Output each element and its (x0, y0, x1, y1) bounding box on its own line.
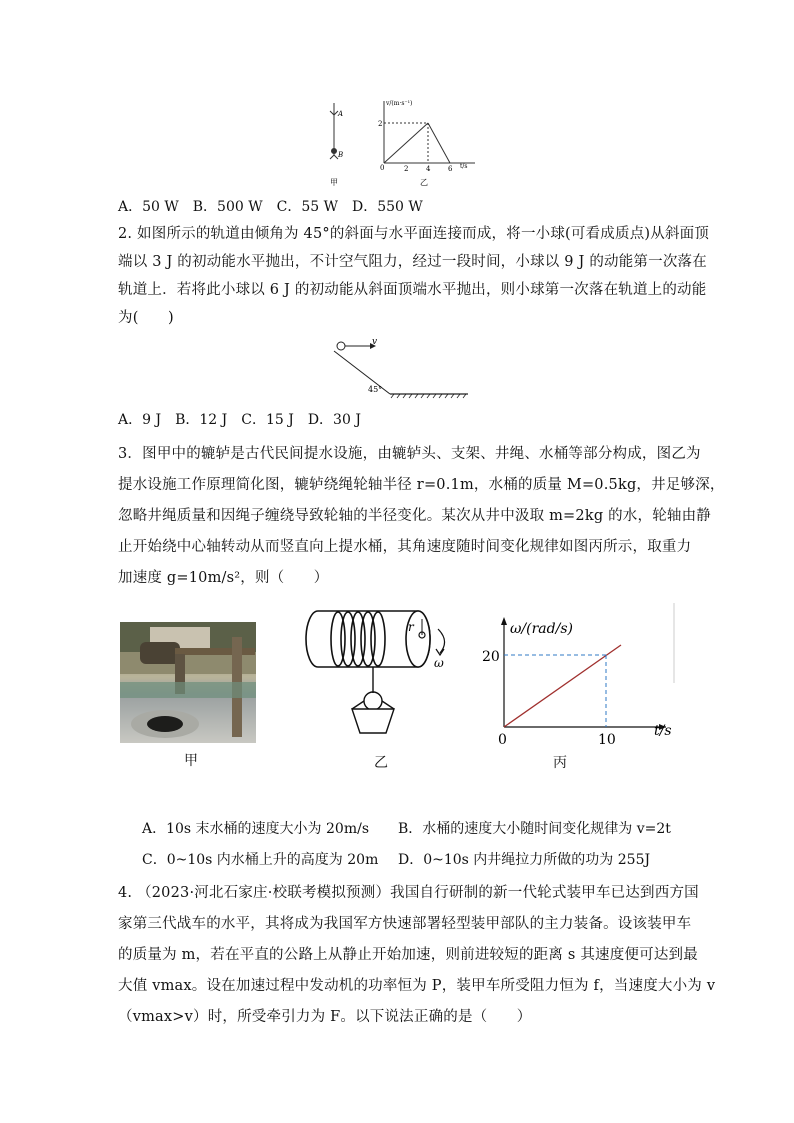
figure-1 (320, 95, 480, 190)
omega-series-line (504, 645, 621, 727)
q4-line-5: （vmax>v）时，所受牵引力为 F。以下说法正确的是（ ） (118, 1009, 532, 1025)
q2-line-4: 为( ) (118, 310, 174, 326)
fig2-angle-label: 45° (368, 385, 383, 394)
omega-y-label: ω/(rad/s) (510, 621, 573, 637)
omega-x-tick: 10 (598, 732, 616, 748)
q1-options: A．50 W B．500 W C．55 W D．550 W (118, 199, 423, 215)
q2-options: A．9 J B．12 J C．15 J D．30 J (118, 412, 361, 428)
q2-line-2: 端以 3 J 的初动能水平抛出，不计空气阻力，经过一段时间，小球以 9 J 的动能第一次落在 (118, 254, 707, 270)
q4-line-2: 家第三代战车的水平，其将成为我国军方快速部署轻型装甲部队的主力装备。设该装甲车 (118, 916, 692, 932)
vt-x-tick-4: 4 (426, 165, 431, 173)
well-windlass-photo (120, 622, 256, 743)
vt-x-label: t/s (460, 163, 468, 170)
fig3-r-label: r (408, 620, 414, 634)
q3-line-4: 止开始绕中心轴转动从而竖直向上提水桶，其角速度随时间变化规律如图丙所示，取重力 (118, 539, 692, 555)
omega-x-label: t/s (654, 723, 672, 739)
q3-line-1: 3．图甲中的辘轳是古代民间提水设施，由辘轳头、支架、井绳、水桶等部分构成，图乙为 (118, 446, 701, 462)
label-b: B (338, 151, 344, 159)
figure-2-incline (330, 334, 470, 400)
q3-option-a: A．10s 末水桶的速度大小为 20m/s (142, 821, 370, 837)
vt-x-tick-6: 6 (448, 165, 453, 173)
q2-line-1: 2. 如图所示的轨道由倾角为 45°的斜面与水平面连接而成，将一小球(可看成质点)从斜面顶 (118, 226, 710, 242)
label-a: A (338, 110, 344, 118)
vt-y-label: v/(m·s⁻¹) (386, 100, 413, 107)
fig3-omega-label: ω (434, 656, 444, 670)
q3-option-c: C．0~10s 内水桶上升的高度为 20m (142, 852, 379, 868)
omega-t-graph (466, 603, 678, 748)
q3-option-d: D．0~10s 内井绳拉力所做的功为 255J (398, 852, 651, 868)
vt-origin: 0 (380, 164, 385, 172)
q3-line-5: 加速度 g=10m/s²，则（ ） (118, 570, 329, 586)
q4-line-3: 的质量为 m，若在平直的公路上从静止开始加速，则前进较短的距离 s 其速度便可达到最 (118, 947, 698, 963)
fig2-v-label: v (372, 337, 378, 347)
figure-1-sketch (330, 103, 338, 159)
caption-jia: 甲 (184, 753, 198, 769)
caption-left: 甲 (330, 178, 338, 187)
q3-line-3: 忽略井绳质量和因绳子缠绕导致轮轴的半径变化。某次从井中汲取 m=2kg 的水，轮轴由静 (118, 508, 712, 524)
q4-line-4: 大值 vmax。设在加速过程中发动机的功率恒为 P，装甲车所受阻力恒为 f，当速度大小为 v (118, 978, 716, 994)
q2-line-3: 轨道上．若将此小球以 6 J 的初动能从斜面顶端水平抛出，则小球第一次落在轨道上的动能 (118, 282, 707, 298)
caption-yi: 乙 (374, 755, 388, 771)
vt-graph (384, 101, 475, 163)
q3-line-2: 提水设施工作原理简化图，辘轳绕绳轮轴半径 r=0.1m，水桶的质量 M=0.5kg，井足够深， (118, 477, 725, 493)
omega-y-tick: 20 (482, 649, 500, 665)
caption-bing: 丙 (553, 755, 567, 771)
figure-3-drum (300, 605, 465, 745)
q4-line-1: 4. （2023·河北石家庄·校联考模拟预测）我国自行研制的新一代轮式装甲车已达到西方国 (118, 885, 699, 901)
caption-right: 乙 (420, 178, 428, 187)
q3-option-b: B．水桶的速度大小随时间变化规律为 v=2t (398, 821, 671, 837)
omega-origin: 0 (498, 732, 507, 748)
vt-y-tick: 2 (378, 120, 383, 128)
vt-x-tick-2: 2 (404, 165, 409, 173)
